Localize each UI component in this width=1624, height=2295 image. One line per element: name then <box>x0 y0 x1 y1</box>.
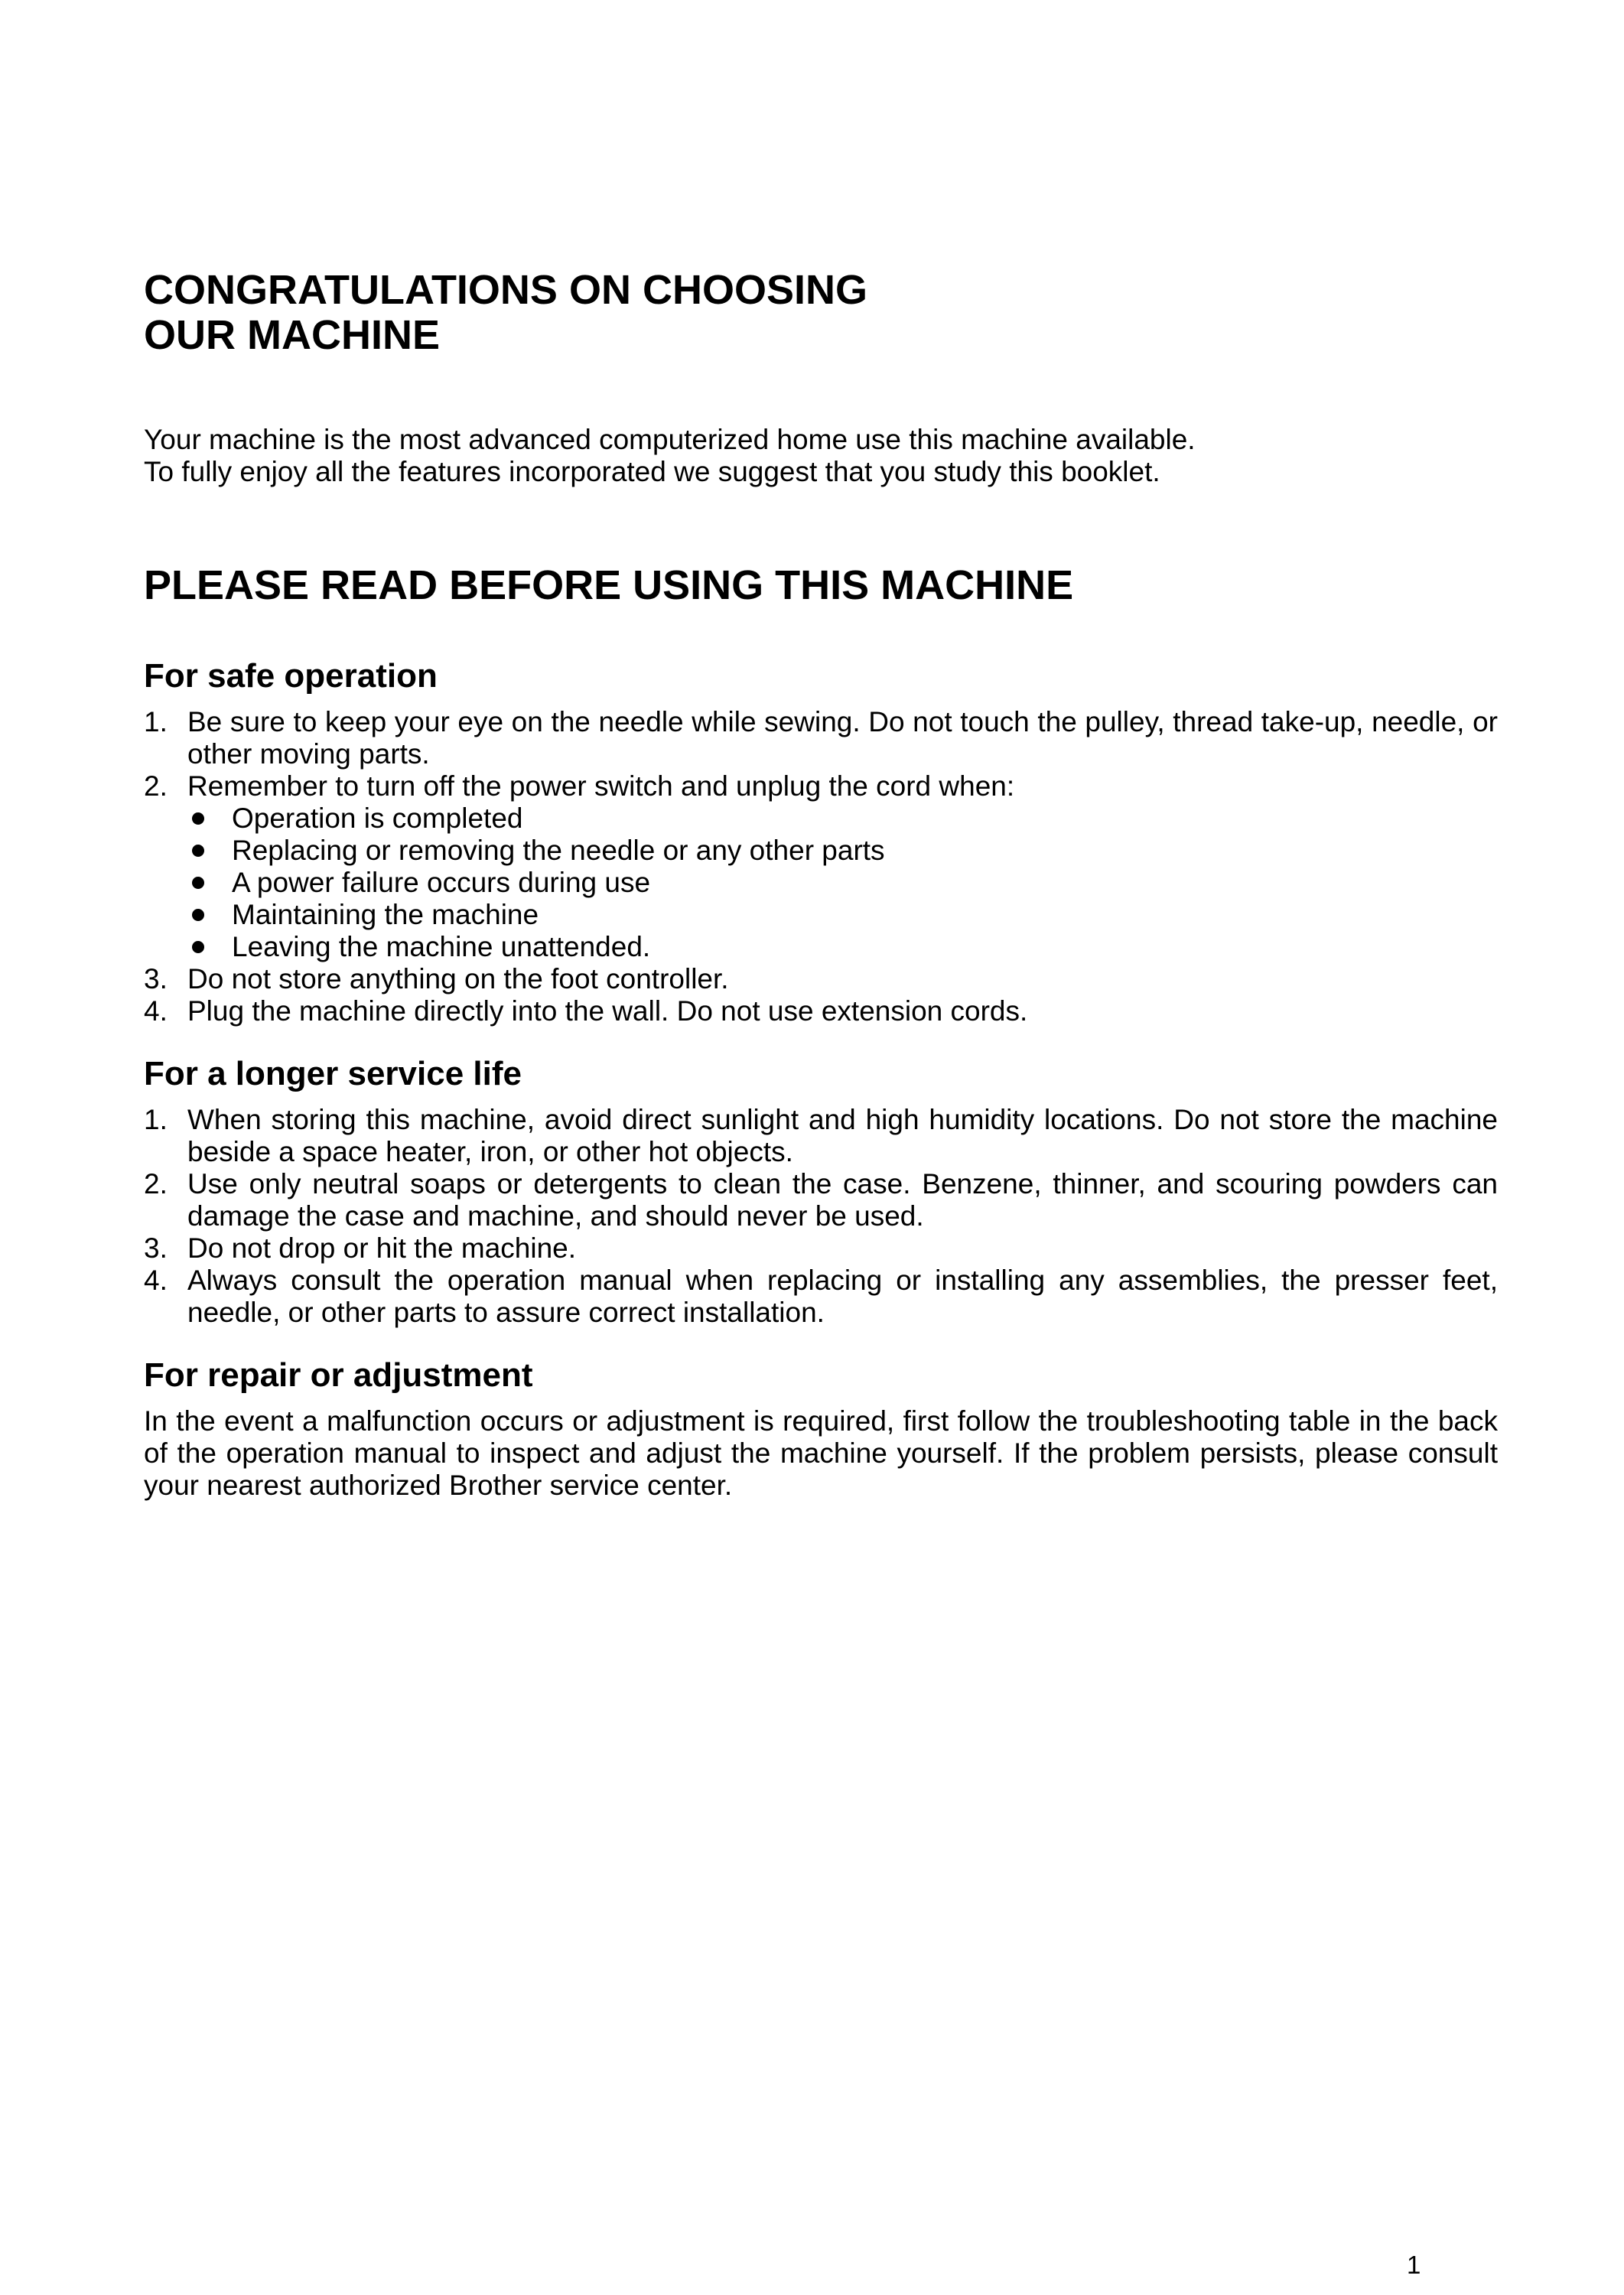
bullet-icon <box>192 812 204 825</box>
list-item-text: Do not store anything on the foot controller. <box>187 963 729 994</box>
list-item-text: Be sure to keep your eye on the needle while sewing. Do not touch the pulley, thread take-up, needle, or other moving parts. <box>187 706 1498 770</box>
list-item-text: When storing this machine, avoid direct sunlight and high humidity locations. Do not store the machine beside a space heater, iron, or other hot objects. <box>187 1104 1498 1167</box>
list-item-text: Remember to turn off the power switch and unplug the cord when: <box>187 770 1015 802</box>
intro-paragraph <box>144 424 1498 488</box>
bullet-item <box>187 867 1498 899</box>
bullet-text: Maintaining the machine <box>232 899 539 930</box>
list-item-text: Do not drop or hit the machine. <box>187 1232 577 1264</box>
list-item-number: 2. <box>144 1168 168 1200</box>
list-item-text: Use only neutral soaps or detergents to clean the case. Benzene, thinner, and scouring powders can damage the case and machine, and should never be used. <box>187 1168 1498 1232</box>
bullet-item <box>187 931 1498 963</box>
list-item <box>144 963 1498 995</box>
list-item-number: 3. <box>144 1232 168 1264</box>
bullet-item <box>187 835 1498 867</box>
bullet-text: Leaving the machine unattended. <box>232 931 651 962</box>
please-read-heading: PLEASE READ BEFORE USING THIS MACHINE <box>144 562 1074 608</box>
list-item <box>144 770 1498 963</box>
congratulations-heading <box>144 268 1498 358</box>
list-item <box>144 1265 1498 1329</box>
list-item-number: 1. <box>144 1104 168 1135</box>
service-life-heading: For a longer service life <box>144 1055 522 1092</box>
list-item-body <box>187 770 1498 963</box>
bullet-icon <box>192 941 204 953</box>
bullet-icon <box>192 909 204 921</box>
service-life-list <box>144 1104 1498 1329</box>
list-item <box>144 1232 1498 1265</box>
safe-operation-heading: For safe operation <box>144 657 438 695</box>
repair-heading: For repair or adjustment <box>144 1356 533 1394</box>
bullet-item <box>187 899 1498 931</box>
bullet-icon <box>192 877 204 889</box>
intro-line-1: Your machine is the most advanced computerized home use this machine available. <box>144 424 1196 455</box>
bullet-item <box>187 802 1498 835</box>
safe-operation-list <box>144 706 1498 1027</box>
list-item <box>144 1168 1498 1232</box>
bullet-text: Replacing or removing the needle or any other parts <box>232 835 885 866</box>
list-item-number: 4. <box>144 1265 168 1296</box>
intro-line-2: To fully enjoy all the features incorporated we suggest that you study this booklet. <box>144 456 1160 487</box>
list-item <box>144 1104 1498 1168</box>
bullet-list <box>187 802 1498 963</box>
list-item-number: 4. <box>144 995 168 1027</box>
bullet-text: A power failure occurs during use <box>232 867 651 898</box>
list-item-text: Plug the machine directly into the wall. Do not use extension cords. <box>187 995 1028 1027</box>
list-item-number: 3. <box>144 963 168 994</box>
repair-paragraph: In the event a malfunction occurs or adjustment is required, first follow the troubleshooting table in the back of the operation manual to inspect and adjust the machine yourself. If the problem persists, please consult your nearest authorized Brother service center. <box>144 1405 1498 1501</box>
bullet-icon <box>192 845 204 857</box>
page-number: 1 <box>1407 2251 1421 2279</box>
list-item <box>144 706 1498 770</box>
list-item-number: 1. <box>144 706 168 737</box>
list-item-text: Always consult the operation manual when replacing or installing any assemblies, the presser feet, needle, or other parts to assure correct installation. <box>187 1265 1498 1328</box>
congratulations-heading-line-1: CONGRATULATIONS ON CHOOSING <box>144 267 867 313</box>
bullet-text: Operation is completed <box>232 802 523 834</box>
list-item-number: 2. <box>144 770 168 802</box>
document-page <box>144 268 1498 1530</box>
congratulations-heading-line-2: OUR MACHINE <box>144 312 440 358</box>
list-item <box>144 995 1498 1027</box>
